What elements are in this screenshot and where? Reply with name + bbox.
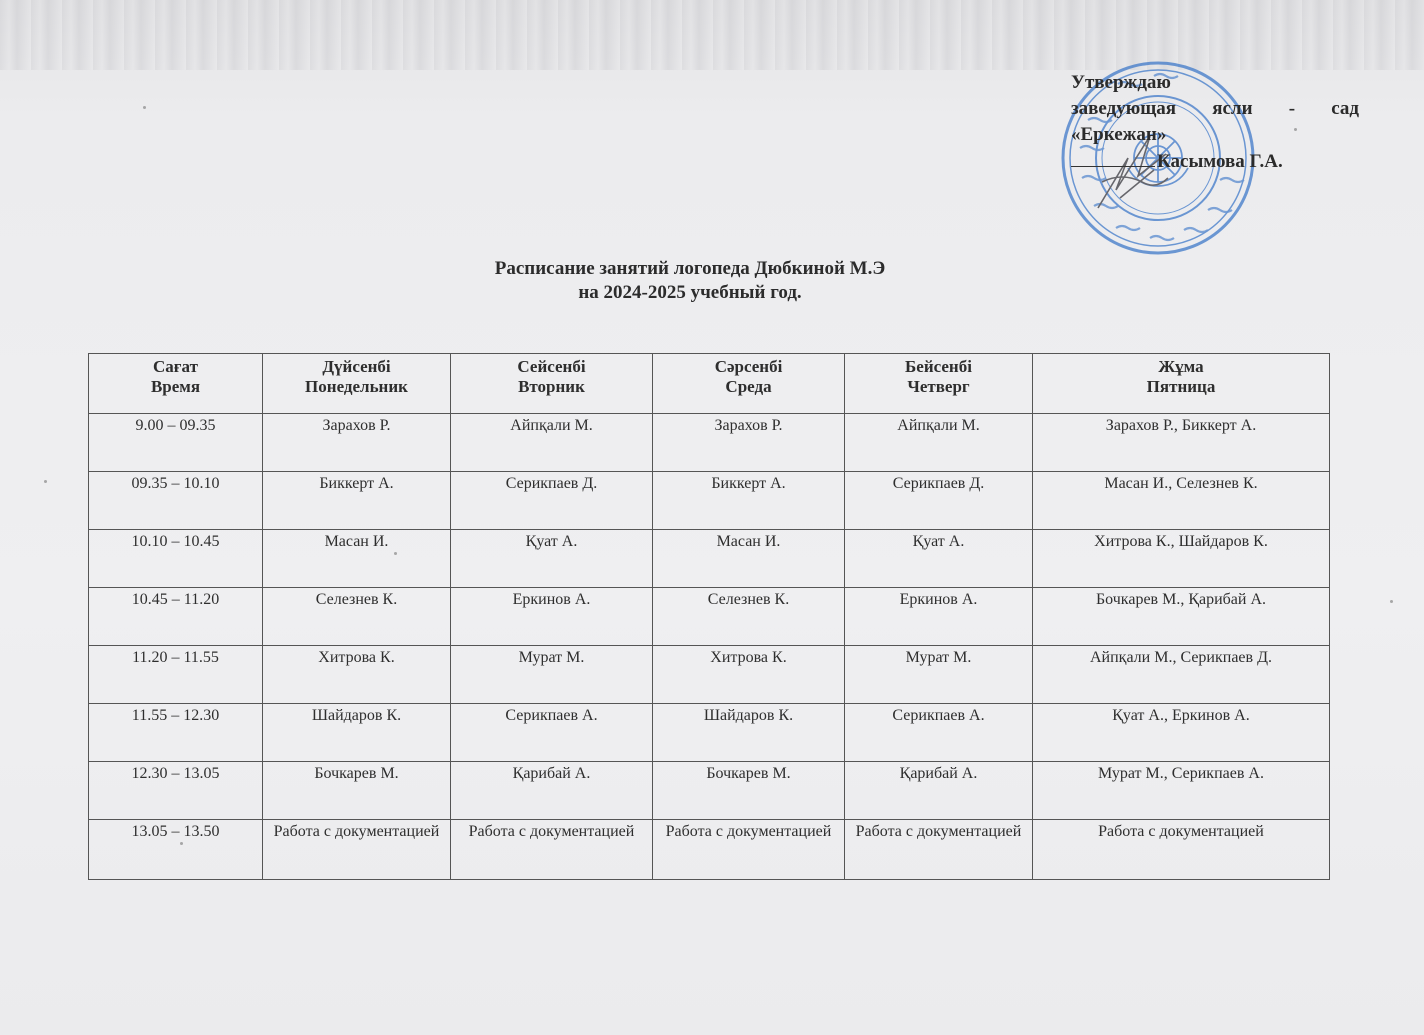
table-row xyxy=(89,704,1330,762)
time-cell: 11.55 – 12.30 xyxy=(89,704,263,762)
table-row xyxy=(89,762,1330,820)
approval-organization: «Еркежан» xyxy=(1071,124,1167,145)
tuesday-cell: Мурат М. xyxy=(451,646,653,704)
tuesday-cell: Серикпаев А. xyxy=(451,704,653,762)
wednesday-cell: Бочкарев М. xyxy=(653,762,845,820)
document-title xyxy=(380,257,1000,305)
table-row xyxy=(89,588,1330,646)
friday-cell: Хитрова К., Шайдаров К. xyxy=(1033,530,1330,588)
header-wednesday-kz: Сәрсенбі xyxy=(714,357,783,376)
header-monday xyxy=(263,354,451,414)
header-tuesday xyxy=(451,354,653,414)
title-line-2: на 2024-2025 учебный год. xyxy=(578,282,802,303)
table-row xyxy=(89,530,1330,588)
time-cell: 12.30 – 13.05 xyxy=(89,762,263,820)
thursday-cell: Мурат М. xyxy=(845,646,1033,704)
approval-position xyxy=(1071,96,1359,122)
title-line-1: Расписание занятий логопеда Дюбкиной М.Э xyxy=(494,258,886,279)
approval-position-word-2: ясли xyxy=(1212,98,1253,119)
monday-cell: Зарахов Р. xyxy=(263,414,451,472)
approver-name: Касымова Г.А. xyxy=(1157,151,1283,172)
table-header-row xyxy=(89,354,1330,414)
friday-cell: Қуат А., Еркинов А. xyxy=(1033,704,1330,762)
scan-speck xyxy=(394,552,397,555)
tuesday-cell: Айпқали М. xyxy=(451,414,653,472)
header-tuesday-ru: Вторник xyxy=(518,377,585,396)
wednesday-cell: Селезнев К. xyxy=(653,588,845,646)
tuesday-cell: Еркинов А. xyxy=(451,588,653,646)
wednesday-cell: Работа с документацией xyxy=(653,820,845,880)
time-cell: 09.35 – 10.10 xyxy=(89,472,263,530)
table-row xyxy=(89,472,1330,530)
wednesday-cell: Биккерт А. xyxy=(653,472,845,530)
friday-cell: Зарахов Р., Биккерт А. xyxy=(1033,414,1330,472)
signature-underline xyxy=(1071,148,1155,167)
approval-block xyxy=(1071,70,1359,175)
monday-cell: Работа с документацией xyxy=(263,820,451,880)
approval-position-word-3: сад xyxy=(1331,98,1359,119)
table-row xyxy=(89,646,1330,704)
approval-position-word-1: заведующая xyxy=(1071,98,1177,119)
table-row xyxy=(89,414,1330,472)
scan-speck xyxy=(143,106,146,109)
time-cell: 11.20 – 11.55 xyxy=(89,646,263,704)
schedule-table xyxy=(88,353,1330,880)
thursday-cell: Серикпаев А. xyxy=(845,704,1033,762)
time-cell: 13.05 – 13.50 xyxy=(89,820,263,880)
thursday-cell: Айпқали М. xyxy=(845,414,1033,472)
wednesday-cell: Шайдаров К. xyxy=(653,704,845,762)
header-thursday xyxy=(845,354,1033,414)
thursday-cell: Қуат А. xyxy=(845,530,1033,588)
monday-cell: Шайдаров К. xyxy=(263,704,451,762)
header-time-ru: Время xyxy=(150,377,201,396)
header-wednesday xyxy=(653,354,845,414)
wednesday-cell: Зарахов Р. xyxy=(653,414,845,472)
header-friday-kz: Жұма xyxy=(1158,357,1204,376)
time-cell: 10.45 – 11.20 xyxy=(89,588,263,646)
table-row xyxy=(89,820,1330,880)
thursday-cell: Қарибай А. xyxy=(845,762,1033,820)
time-cell: 10.10 – 10.45 xyxy=(89,530,263,588)
header-monday-kz: Дүйсенбі xyxy=(322,357,391,376)
friday-cell: Бочкарев М., Қарибай А. xyxy=(1033,588,1330,646)
approval-signature-line xyxy=(1071,148,1359,175)
scan-speck xyxy=(1294,128,1297,131)
monday-cell: Селезнев К. xyxy=(263,588,451,646)
header-thursday-ru: Четверг xyxy=(907,377,970,396)
time-cell: 9.00 – 09.35 xyxy=(89,414,263,472)
header-friday xyxy=(1033,354,1330,414)
tuesday-cell: Қарибай А. xyxy=(451,762,653,820)
header-tuesday-kz: Сейсенбі xyxy=(517,357,586,376)
header-monday-ru: Понедельник xyxy=(305,377,408,396)
thursday-cell: Серикпаев Д. xyxy=(845,472,1033,530)
tuesday-cell: Қуат А. xyxy=(451,530,653,588)
wednesday-cell: Масан И. xyxy=(653,530,845,588)
friday-cell: Мурат М., Серикпаев А. xyxy=(1033,762,1330,820)
header-thursday-kz: Бейсенбі xyxy=(905,357,972,376)
thursday-cell: Работа с документацией xyxy=(845,820,1033,880)
header-time xyxy=(89,354,263,414)
scan-speck xyxy=(180,842,183,845)
friday-cell: Работа с документацией xyxy=(1033,820,1330,880)
header-time-kz: Сағат xyxy=(153,357,198,376)
wednesday-cell: Хитрова К. xyxy=(653,646,845,704)
scan-speck xyxy=(1390,600,1393,603)
header-friday-ru: Пятница xyxy=(1146,377,1216,396)
header-wednesday-ru: Среда xyxy=(725,377,772,396)
friday-cell: Масан И., Селезнев К. xyxy=(1033,472,1330,530)
monday-cell: Масан И. xyxy=(263,530,451,588)
friday-cell: Айпқали М., Серикпаев Д. xyxy=(1033,646,1330,704)
scan-speck xyxy=(44,480,47,483)
monday-cell: Биккерт А. xyxy=(263,472,451,530)
monday-cell: Хитрова К. xyxy=(263,646,451,704)
monday-cell: Бочкарев М. xyxy=(263,762,451,820)
tuesday-cell: Серикпаев Д. xyxy=(451,472,653,530)
approval-heading: Утверждаю xyxy=(1071,72,1171,93)
thursday-cell: Еркинов А. xyxy=(845,588,1033,646)
tuesday-cell: Работа с документацией xyxy=(451,820,653,880)
approval-position-dash: - xyxy=(1288,98,1296,119)
